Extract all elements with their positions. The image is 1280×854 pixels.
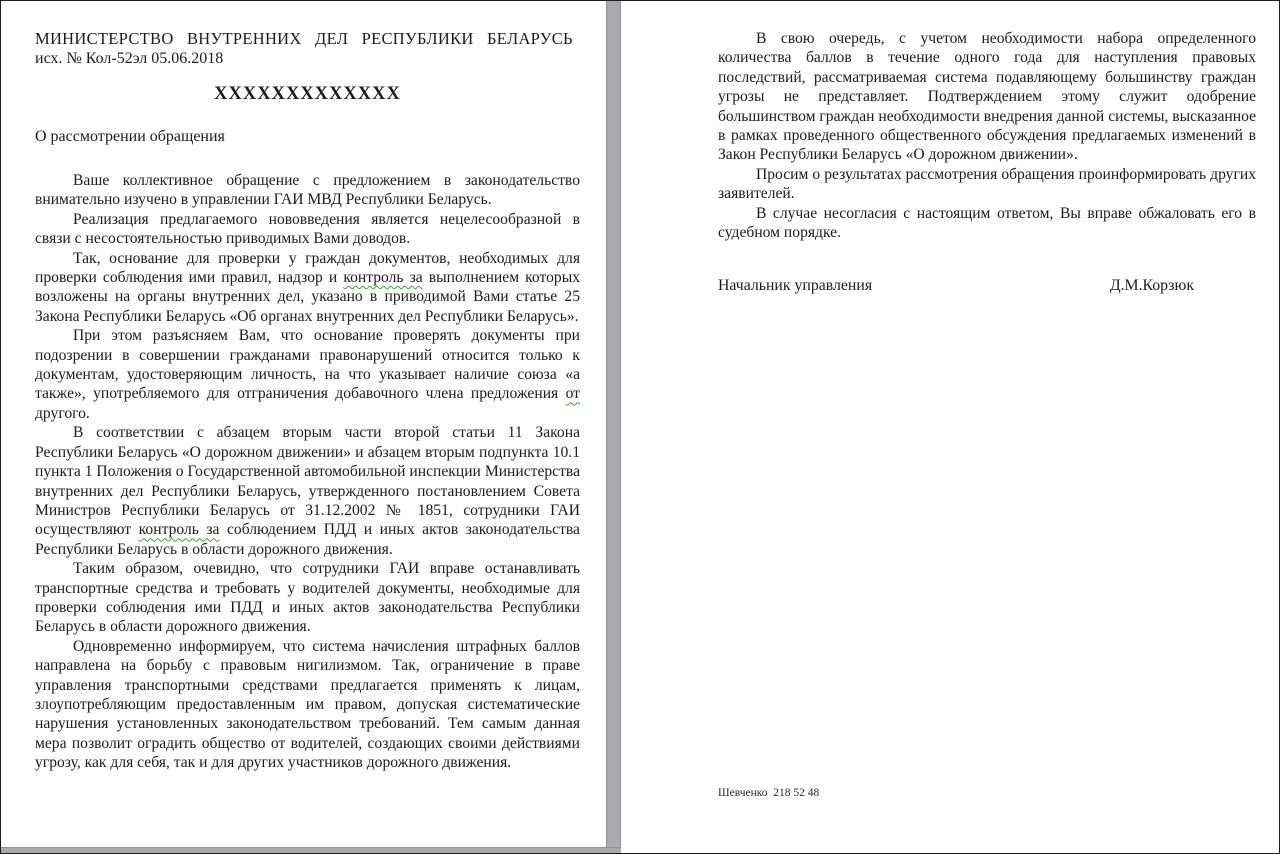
paragraph [35, 559, 580, 637]
paragraph [718, 29, 1256, 165]
paragraph-text: соблюдением ПДД и иных актов законодательства Республики Беларусь в области дорожного движения. [35, 521, 580, 558]
subject-line: О рассмотрении обращения [35, 128, 225, 145]
horizontal-scrollbar[interactable] [1, 847, 621, 854]
paragraph [35, 423, 580, 559]
executor-phone-note: Шевченко 218 52 48 [718, 787, 820, 799]
paragraph [35, 210, 580, 249]
letter-page-2 [718, 29, 1256, 296]
paragraph-text: В случае несогласия с настоящим ответом, Вы вправе обжаловать его в судебном порядке. [718, 204, 1256, 242]
ministry-header: МИНИСТЕРСТВО ВНУТРЕННИХ ДЕЛ РЕСПУБЛИКИ БЕЛАРУСЬ [35, 29, 573, 48]
paragraph [35, 326, 580, 423]
spellcheck-underlined-text: от [565, 385, 580, 403]
paragraph-text: Реализация предлагаемого нововведения является нецелесообразной в связи с несостоятельностью приводимых Вами доводов. [35, 210, 580, 248]
letter-body-right [718, 29, 1256, 242]
paragraph [35, 637, 580, 773]
paragraph-text: выполнением которых возложены на органы внутренних дел, указано в приводимой Вами статье 25 Закона Республики Беларусь «Об органах внутренних дел Республики Беларусь». [35, 269, 580, 325]
paragraph-text: Одновременно информируем, что система начисления штрафных баллов направлена на борьбу с правовым нигилизмом. Так, ограничение в праве управления транспортными средствами предлагается применять к лицам, злоупотребляющим предоставленным им правом, допуская систематические нарушения установленных законодательством требований. Тем самым данная мера позволит оградить общество от водителей, создающих своими действиями угрозу, как для себя, так и для других участников дорожного движения. [35, 637, 580, 772]
addressee-placeholder: ХХХХХХХХХХХХХ [214, 84, 401, 104]
paragraph [718, 204, 1256, 243]
paragraph [35, 249, 580, 327]
outgoing-ref-number: исх. № Кол-52эл 05.06.2018 [35, 50, 224, 67]
paragraph-text: Так, основание для проверки у граждан документов, необходимых для проверки соблюдения ими правил, надзор и [35, 249, 580, 287]
signature-row [718, 276, 1256, 296]
paragraph-text: другого. [35, 404, 90, 422]
vertical-scrollbar[interactable] [606, 1, 621, 854]
spellcheck-underlined-text: контроль за [138, 521, 220, 539]
paragraph-text: Просим о результатах рассмотрения обращения проинформировать других заявителей. [718, 165, 1256, 203]
paragraph-text: Таким образом, очевидно, что сотрудники ГАИ вправе останавливать транспортные средства и требовать у водителей документы, необходимые для проверки соблюдения ими ПДД и иных актов законодательства Республики Беларусь в области дорожного движения. [35, 560, 580, 636]
signer-position: Начальник управления [718, 277, 873, 295]
paragraph-text: В соответствии с абзацем вторым части второй статьи 11 Закона Республики Беларусь «О дорожном движении» и абзацем вторым подпункта 10.1 пункта 1 Положения о Государственной автомобильной инспекции Министерства внутренних дел Республики Беларусь, утвержденного постановлением Совета Министров Республики Беларусь от 31.12.2002 № 1851, сотрудники ГАИ осуществляют [35, 424, 580, 539]
paragraph-text: Ваше коллективное обращение с предложением в законодательство внимательно изучено в управлении ГАИ МВД Республики Беларусь. [35, 172, 580, 209]
paragraph-text: В свою очередь, с учетом необходимости набора определенного количества баллов в течение одного года для наступления правовых последствий, рассматриваемая система подавляющему большинству граждан угрозы не представляет. Подтверждением этому служит одобрение большинством граждан необходимости внедрения данной системы, высказанное в рамках проведенного общественного обсуждения предлагаемых изменений в Закон Республики Беларусь «О дорожном движении». [718, 30, 1256, 164]
spellcheck-underlined-text: контроль за [343, 269, 423, 287]
paragraph [35, 171, 580, 210]
letter-page-1 [35, 29, 580, 773]
paragraph [718, 165, 1256, 204]
signer-name: Д.М.Корзюк [1109, 277, 1194, 295]
letter-body-left [35, 171, 580, 773]
paragraph-text: При этом разъясняем Вам, что основание проверять документы при подозрении в совершении гражданами правонарушений относится только к документам, удостоверяющим личность, на что указывает наличие союза «а также», употребляемого для отграничения добавочного члена предложения [35, 327, 580, 403]
